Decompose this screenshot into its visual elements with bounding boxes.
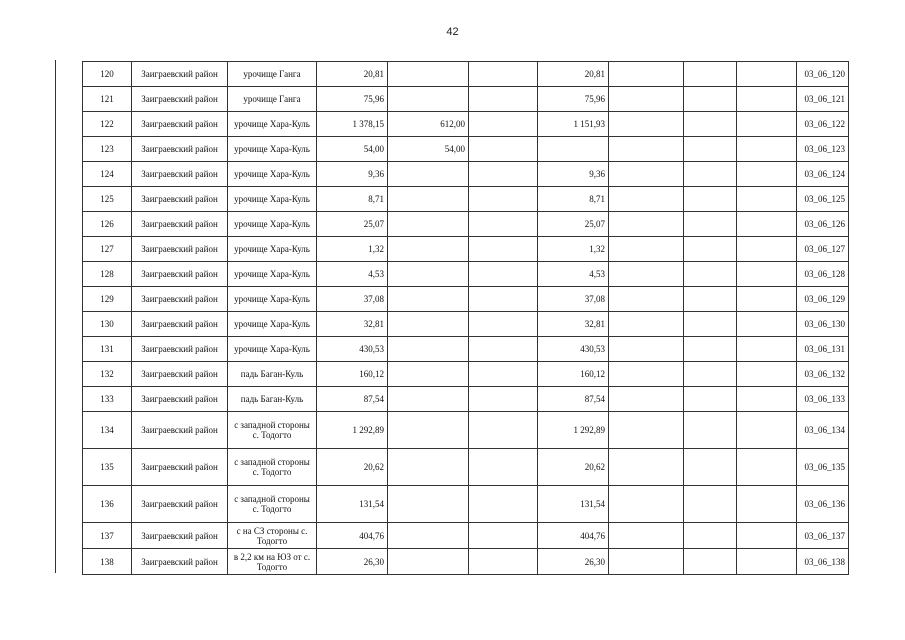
extra-col-c-cell bbox=[737, 62, 797, 87]
table-body bbox=[83, 62, 849, 575]
extra-col-c-cell bbox=[737, 337, 797, 362]
code-cell: 03_06_128 bbox=[797, 262, 849, 287]
extra-col-b-cell bbox=[684, 62, 737, 87]
extra-col-c-cell bbox=[737, 362, 797, 387]
district-cell: Заиграевский район bbox=[132, 237, 228, 262]
extra-col-a-cell bbox=[609, 449, 684, 486]
table-row bbox=[83, 387, 849, 412]
extra-col-c-cell bbox=[737, 137, 797, 162]
remaining-area-cell: 9,36 bbox=[538, 162, 609, 187]
extra-col-a-cell bbox=[609, 62, 684, 87]
location-cell: урочище Хара-Куль bbox=[228, 137, 317, 162]
code-cell: 03_06_126 bbox=[797, 212, 849, 237]
area-col-b-cell bbox=[469, 62, 538, 87]
row-number: 121 bbox=[83, 87, 132, 112]
extra-col-c-cell bbox=[737, 187, 797, 212]
extra-col-b-cell bbox=[684, 523, 737, 549]
remaining-area-cell: 160,12 bbox=[538, 362, 609, 387]
code-cell: 03_06_134 bbox=[797, 412, 849, 449]
extra-col-b-cell bbox=[684, 87, 737, 112]
area-col-a-cell bbox=[388, 387, 469, 412]
total-area-cell: 430,53 bbox=[317, 337, 388, 362]
district-cell: Заиграевский район bbox=[132, 137, 228, 162]
district-cell: Заиграевский район bbox=[132, 312, 228, 337]
location-cell: падь Баган-Куль bbox=[228, 387, 317, 412]
remaining-area-cell: 20,81 bbox=[538, 62, 609, 87]
district-cell: Заиграевский район bbox=[132, 362, 228, 387]
row-number: 129 bbox=[83, 287, 132, 312]
row-number: 120 bbox=[83, 62, 132, 87]
district-cell: Заиграевский район bbox=[132, 212, 228, 237]
location-cell: урочище Хара-Куль bbox=[228, 262, 317, 287]
code-cell: 03_06_132 bbox=[797, 362, 849, 387]
row-number: 136 bbox=[83, 486, 132, 523]
extra-col-b-cell bbox=[684, 486, 737, 523]
row-number: 131 bbox=[83, 337, 132, 362]
area-col-b-cell bbox=[469, 523, 538, 549]
extra-col-c-cell bbox=[737, 287, 797, 312]
remaining-area-cell: 131,54 bbox=[538, 486, 609, 523]
code-cell: 03_06_122 bbox=[797, 112, 849, 137]
area-col-b-cell bbox=[469, 287, 538, 312]
area-col-a-cell bbox=[388, 523, 469, 549]
district-cell: Заиграевский район bbox=[132, 262, 228, 287]
total-area-cell: 37,08 bbox=[317, 287, 388, 312]
area-col-b-cell bbox=[469, 486, 538, 523]
location-cell: урочище Хара-Куль bbox=[228, 212, 317, 237]
code-cell: 03_06_133 bbox=[797, 387, 849, 412]
total-area-cell: 20,62 bbox=[317, 449, 388, 486]
district-cell: Заиграевский район bbox=[132, 523, 228, 549]
table-row bbox=[83, 262, 849, 287]
area-col-a-cell bbox=[388, 262, 469, 287]
district-cell: Заиграевский район bbox=[132, 549, 228, 575]
extra-col-a-cell bbox=[609, 187, 684, 212]
extra-col-c-cell bbox=[737, 112, 797, 137]
total-area-cell: 75,96 bbox=[317, 87, 388, 112]
row-number: 127 bbox=[83, 237, 132, 262]
extra-col-c-cell bbox=[737, 449, 797, 486]
remaining-area-cell: 430,53 bbox=[538, 337, 609, 362]
table-row bbox=[83, 187, 849, 212]
code-cell: 03_06_121 bbox=[797, 87, 849, 112]
extra-col-c-cell bbox=[737, 237, 797, 262]
table-row bbox=[83, 312, 849, 337]
table-row bbox=[83, 549, 849, 575]
total-area-cell: 9,36 bbox=[317, 162, 388, 187]
location-cell: урочище Хара-Куль bbox=[228, 287, 317, 312]
row-number: 123 bbox=[83, 137, 132, 162]
extra-col-a-cell bbox=[609, 549, 684, 575]
district-cell: Заиграевский район bbox=[132, 187, 228, 212]
code-cell: 03_06_120 bbox=[797, 62, 849, 87]
total-area-cell: 32,81 bbox=[317, 312, 388, 337]
area-col-b-cell bbox=[469, 87, 538, 112]
extra-col-b-cell bbox=[684, 387, 737, 412]
extra-col-b-cell bbox=[684, 337, 737, 362]
remaining-area-cell: 1 292,89 bbox=[538, 412, 609, 449]
extra-col-b-cell bbox=[684, 212, 737, 237]
code-cell: 03_06_125 bbox=[797, 187, 849, 212]
table-row bbox=[83, 112, 849, 137]
district-cell: Заиграевский район bbox=[132, 287, 228, 312]
location-cell: с западной стороны с. Тодогто bbox=[228, 449, 317, 486]
area-col-b-cell bbox=[469, 187, 538, 212]
extra-col-c-cell bbox=[737, 412, 797, 449]
registry-table bbox=[82, 61, 849, 575]
code-cell: 03_06_127 bbox=[797, 237, 849, 262]
area-col-a-cell bbox=[388, 449, 469, 486]
district-cell: Заиграевский район bbox=[132, 112, 228, 137]
table-row bbox=[83, 237, 849, 262]
area-col-b-cell bbox=[469, 112, 538, 137]
extra-col-b-cell bbox=[684, 549, 737, 575]
extra-col-a-cell bbox=[609, 137, 684, 162]
extra-col-c-cell bbox=[737, 162, 797, 187]
extra-col-b-cell bbox=[684, 237, 737, 262]
area-col-a-cell bbox=[388, 212, 469, 237]
area-col-b-cell bbox=[469, 449, 538, 486]
remaining-area-cell: 32,81 bbox=[538, 312, 609, 337]
extra-col-a-cell bbox=[609, 337, 684, 362]
district-cell: Заиграевский район bbox=[132, 412, 228, 449]
table-row bbox=[83, 523, 849, 549]
total-area-cell: 87,54 bbox=[317, 387, 388, 412]
total-area-cell: 25,07 bbox=[317, 212, 388, 237]
table-row bbox=[83, 337, 849, 362]
district-cell: Заиграевский район bbox=[132, 87, 228, 112]
table-row bbox=[83, 412, 849, 449]
area-col-a-cell bbox=[388, 362, 469, 387]
remaining-area-cell: 4,53 bbox=[538, 262, 609, 287]
row-number: 124 bbox=[83, 162, 132, 187]
row-number: 130 bbox=[83, 312, 132, 337]
code-cell: 03_06_138 bbox=[797, 549, 849, 575]
table-row bbox=[83, 362, 849, 387]
row-number: 122 bbox=[83, 112, 132, 137]
table-row bbox=[83, 62, 849, 87]
extra-col-c-cell bbox=[737, 212, 797, 237]
extra-col-b-cell bbox=[684, 112, 737, 137]
total-area-cell: 160,12 bbox=[317, 362, 388, 387]
location-cell: урочище Хара-Куль bbox=[228, 337, 317, 362]
district-cell: Заиграевский район bbox=[132, 449, 228, 486]
area-col-b-cell bbox=[469, 312, 538, 337]
area-col-a-cell bbox=[388, 486, 469, 523]
extra-col-b-cell bbox=[684, 262, 737, 287]
extra-col-b-cell bbox=[684, 187, 737, 212]
remaining-area-cell: 37,08 bbox=[538, 287, 609, 312]
extra-col-b-cell bbox=[684, 312, 737, 337]
district-cell: Заиграевский район bbox=[132, 486, 228, 523]
area-col-a-cell bbox=[388, 87, 469, 112]
extra-col-a-cell bbox=[609, 523, 684, 549]
total-area-cell: 1 378,15 bbox=[317, 112, 388, 137]
area-col-a-cell bbox=[388, 287, 469, 312]
total-area-cell: 4,53 bbox=[317, 262, 388, 287]
area-col-b-cell bbox=[469, 387, 538, 412]
code-cell: 03_06_136 bbox=[797, 486, 849, 523]
extra-col-a-cell bbox=[609, 287, 684, 312]
extra-col-c-cell bbox=[737, 387, 797, 412]
location-cell: урочище Хара-Куль bbox=[228, 312, 317, 337]
extra-col-b-cell bbox=[684, 449, 737, 486]
table-row bbox=[83, 162, 849, 187]
row-number: 138 bbox=[83, 549, 132, 575]
location-cell: с западной стороны с. Тодогто bbox=[228, 486, 317, 523]
table-row bbox=[83, 137, 849, 162]
district-cell: Заиграевский район bbox=[132, 62, 228, 87]
location-cell: с западной стороны с. Тодогто bbox=[228, 412, 317, 449]
extra-col-a-cell bbox=[609, 486, 684, 523]
district-cell: Заиграевский район bbox=[132, 337, 228, 362]
extra-col-a-cell bbox=[609, 262, 684, 287]
table-row bbox=[83, 449, 849, 486]
extra-col-a-cell bbox=[609, 87, 684, 112]
total-area-cell: 1,32 bbox=[317, 237, 388, 262]
area-col-a-cell: 54,00 bbox=[388, 137, 469, 162]
extra-col-b-cell bbox=[684, 287, 737, 312]
table-row bbox=[83, 486, 849, 523]
location-cell: падь Баган-Куль bbox=[228, 362, 317, 387]
remaining-area-cell: 26,30 bbox=[538, 549, 609, 575]
extra-col-c-cell bbox=[737, 486, 797, 523]
page-number: 42 bbox=[446, 26, 459, 38]
extra-col-c-cell bbox=[737, 87, 797, 112]
extra-col-b-cell bbox=[684, 412, 737, 449]
location-cell: урочище Хара-Куль bbox=[228, 112, 317, 137]
area-col-a-cell bbox=[388, 62, 469, 87]
code-cell: 03_06_130 bbox=[797, 312, 849, 337]
total-area-cell: 26,30 bbox=[317, 549, 388, 575]
extra-col-a-cell bbox=[609, 162, 684, 187]
location-cell: в 2,2 км на ЮЗ от с. Тодогто bbox=[228, 549, 317, 575]
area-col-b-cell bbox=[469, 137, 538, 162]
district-cell: Заиграевский район bbox=[132, 162, 228, 187]
code-cell: 03_06_123 bbox=[797, 137, 849, 162]
table-row bbox=[83, 87, 849, 112]
extra-col-a-cell bbox=[609, 312, 684, 337]
extra-col-a-cell bbox=[609, 362, 684, 387]
area-col-b-cell bbox=[469, 337, 538, 362]
area-col-b-cell bbox=[469, 237, 538, 262]
location-cell: урочище Хара-Куль bbox=[228, 187, 317, 212]
total-area-cell: 1 292,89 bbox=[317, 412, 388, 449]
extra-col-b-cell bbox=[684, 137, 737, 162]
remaining-area-cell: 87,54 bbox=[538, 387, 609, 412]
extra-col-a-cell bbox=[609, 212, 684, 237]
row-number: 128 bbox=[83, 262, 132, 287]
remaining-area-cell: 8,71 bbox=[538, 187, 609, 212]
extra-col-a-cell bbox=[609, 387, 684, 412]
remaining-area-cell: 1,32 bbox=[538, 237, 609, 262]
code-cell: 03_06_129 bbox=[797, 287, 849, 312]
extra-col-c-cell bbox=[737, 312, 797, 337]
location-cell: урочище Ганга bbox=[228, 62, 317, 87]
area-col-b-cell bbox=[469, 362, 538, 387]
row-number: 134 bbox=[83, 412, 132, 449]
total-area-cell: 20,81 bbox=[317, 62, 388, 87]
code-cell: 03_06_124 bbox=[797, 162, 849, 187]
area-col-a-cell bbox=[388, 549, 469, 575]
margin-line bbox=[55, 60, 56, 573]
extra-col-b-cell bbox=[684, 162, 737, 187]
table-row bbox=[83, 287, 849, 312]
location-cell: урочище Хара-Куль bbox=[228, 162, 317, 187]
remaining-area-cell: 20,62 bbox=[538, 449, 609, 486]
remaining-area-cell: 75,96 bbox=[538, 87, 609, 112]
area-col-a-cell: 612,00 bbox=[388, 112, 469, 137]
row-number: 126 bbox=[83, 212, 132, 237]
extra-col-a-cell bbox=[609, 237, 684, 262]
row-number: 133 bbox=[83, 387, 132, 412]
location-cell: урочище Ганга bbox=[228, 87, 317, 112]
area-col-a-cell bbox=[388, 237, 469, 262]
remaining-area-cell: 25,07 bbox=[538, 212, 609, 237]
total-area-cell: 404,76 bbox=[317, 523, 388, 549]
location-cell: с на СЗ стороны с. Тодогто bbox=[228, 523, 317, 549]
code-cell: 03_06_131 bbox=[797, 337, 849, 362]
remaining-area-cell: 1 151,93 bbox=[538, 112, 609, 137]
area-col-b-cell bbox=[469, 412, 538, 449]
row-number: 135 bbox=[83, 449, 132, 486]
location-cell: урочище Хара-Куль bbox=[228, 237, 317, 262]
area-col-b-cell bbox=[469, 262, 538, 287]
extra-col-c-cell bbox=[737, 262, 797, 287]
code-cell: 03_06_135 bbox=[797, 449, 849, 486]
total-area-cell: 131,54 bbox=[317, 486, 388, 523]
area-col-b-cell bbox=[469, 212, 538, 237]
area-col-a-cell bbox=[388, 412, 469, 449]
row-number: 137 bbox=[83, 523, 132, 549]
extra-col-b-cell bbox=[684, 362, 737, 387]
extra-col-c-cell bbox=[737, 523, 797, 549]
area-col-b-cell bbox=[469, 162, 538, 187]
remaining-area-cell: 404,76 bbox=[538, 523, 609, 549]
table-row bbox=[83, 212, 849, 237]
total-area-cell: 54,00 bbox=[317, 137, 388, 162]
remaining-area-cell bbox=[538, 137, 609, 162]
area-col-a-cell bbox=[388, 337, 469, 362]
district-cell: Заиграевский район bbox=[132, 387, 228, 412]
code-cell: 03_06_137 bbox=[797, 523, 849, 549]
extra-col-a-cell bbox=[609, 412, 684, 449]
total-area-cell: 8,71 bbox=[317, 187, 388, 212]
area-col-b-cell bbox=[469, 549, 538, 575]
area-col-a-cell bbox=[388, 312, 469, 337]
row-number: 132 bbox=[83, 362, 132, 387]
area-col-a-cell bbox=[388, 162, 469, 187]
extra-col-a-cell bbox=[609, 112, 684, 137]
row-number: 125 bbox=[83, 187, 132, 212]
extra-col-c-cell bbox=[737, 549, 797, 575]
area-col-a-cell bbox=[388, 187, 469, 212]
